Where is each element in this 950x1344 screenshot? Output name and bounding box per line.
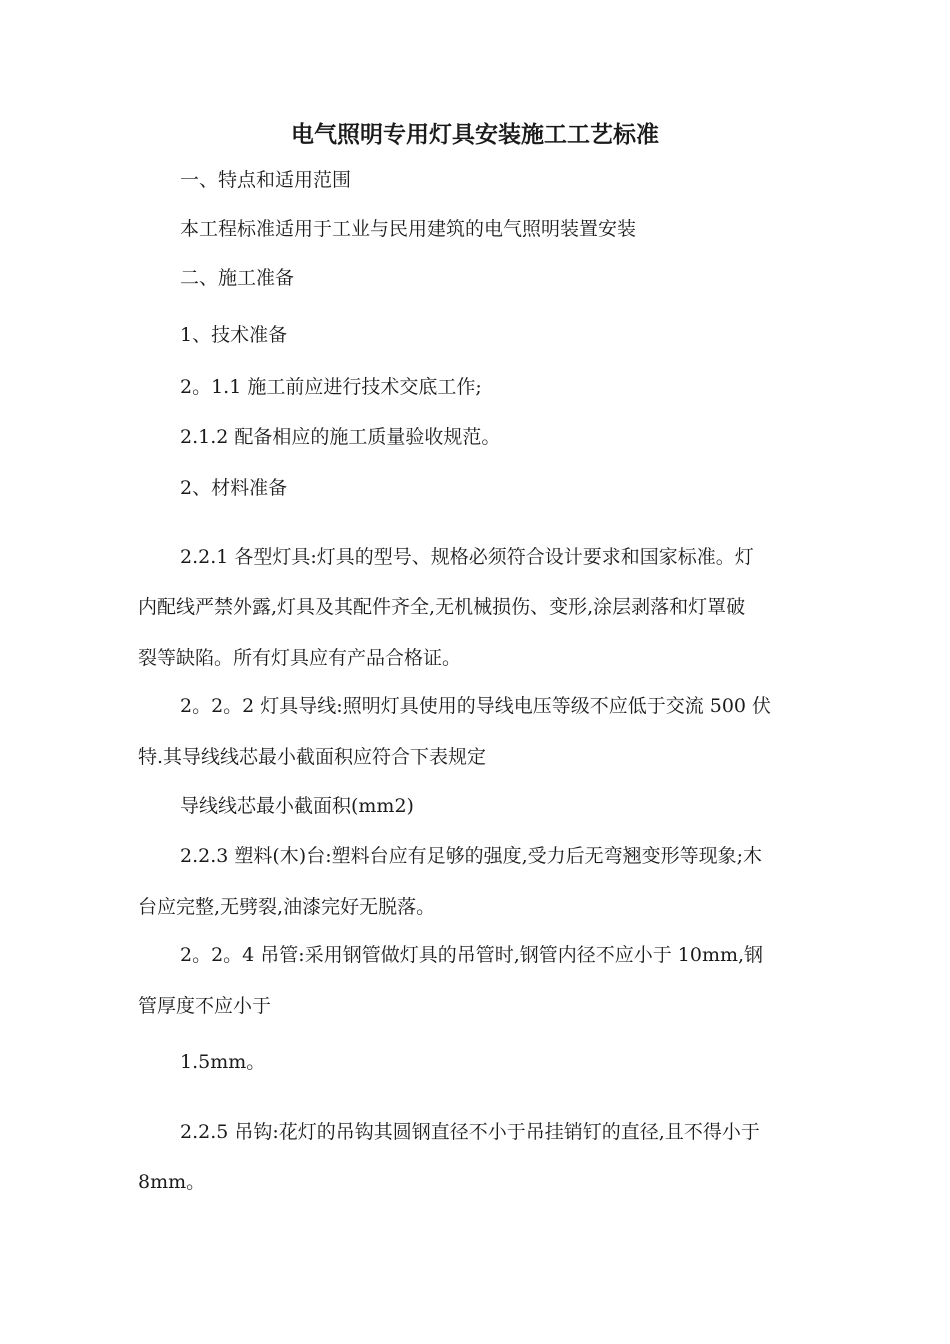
clause-line: 2.1.2 配备相应的施工质量验收规范。 (180, 426, 501, 448)
clause-line: 内配线严禁外露,灯具及其配件齐全,无机械损伤、变形,涂层剥落和灯罩破 (138, 596, 746, 618)
clause-line: 2.2.3 塑料(木)台:塑料台应有足够的强度,受力后无弯翘变形等现象;木 (180, 845, 763, 867)
paragraph-line: 本工程标准适用于工业与民用建筑的电气照明装置安装 (180, 218, 637, 240)
clause-line: 管厚度不应小于 (138, 995, 272, 1017)
clause-line: 1.5mm。 (180, 1051, 266, 1073)
table-caption: 导线线芯最小截面积(mm2) (180, 795, 414, 817)
clause-line: 裂等缺陷。所有灯具应有产品合格证。 (138, 647, 462, 669)
subsection-heading: 2、材料准备 (180, 477, 288, 499)
clause-line: 台应完整,无劈裂,油漆完好无脱落。 (138, 896, 436, 918)
clause-line: 2。2。4 吊管:采用钢管做灯具的吊管时,钢管内径不应小于 10mm,钢 (180, 944, 764, 966)
clause-line: 2.2.1 各型灯具:灯具的型号、规格必须符合设计要求和国家标准。灯 (180, 546, 754, 568)
document-title: 电气照明专用灯具安装施工工艺标准 (291, 121, 659, 148)
clause-line: 8mm。 (138, 1171, 206, 1193)
clause-line: 2。2。2 灯具导线:照明灯具使用的导线电压等级不应低于交流 500 伏 (180, 695, 772, 717)
clause-line: 特.其导线线芯最小截面积应符合下表规定 (138, 746, 487, 768)
section-heading-1: 一、特点和适用范围 (180, 169, 352, 191)
clause-line: 2.2.5 吊钩:花灯的吊钩其圆钢直径不小于吊挂销钉的直径,且不得小于 (180, 1121, 760, 1143)
subsection-heading: 1、技术准备 (180, 324, 288, 346)
clause-line: 2。1.1 施工前应进行技术交底工作; (180, 376, 482, 398)
section-heading-2: 二、施工准备 (180, 267, 295, 289)
